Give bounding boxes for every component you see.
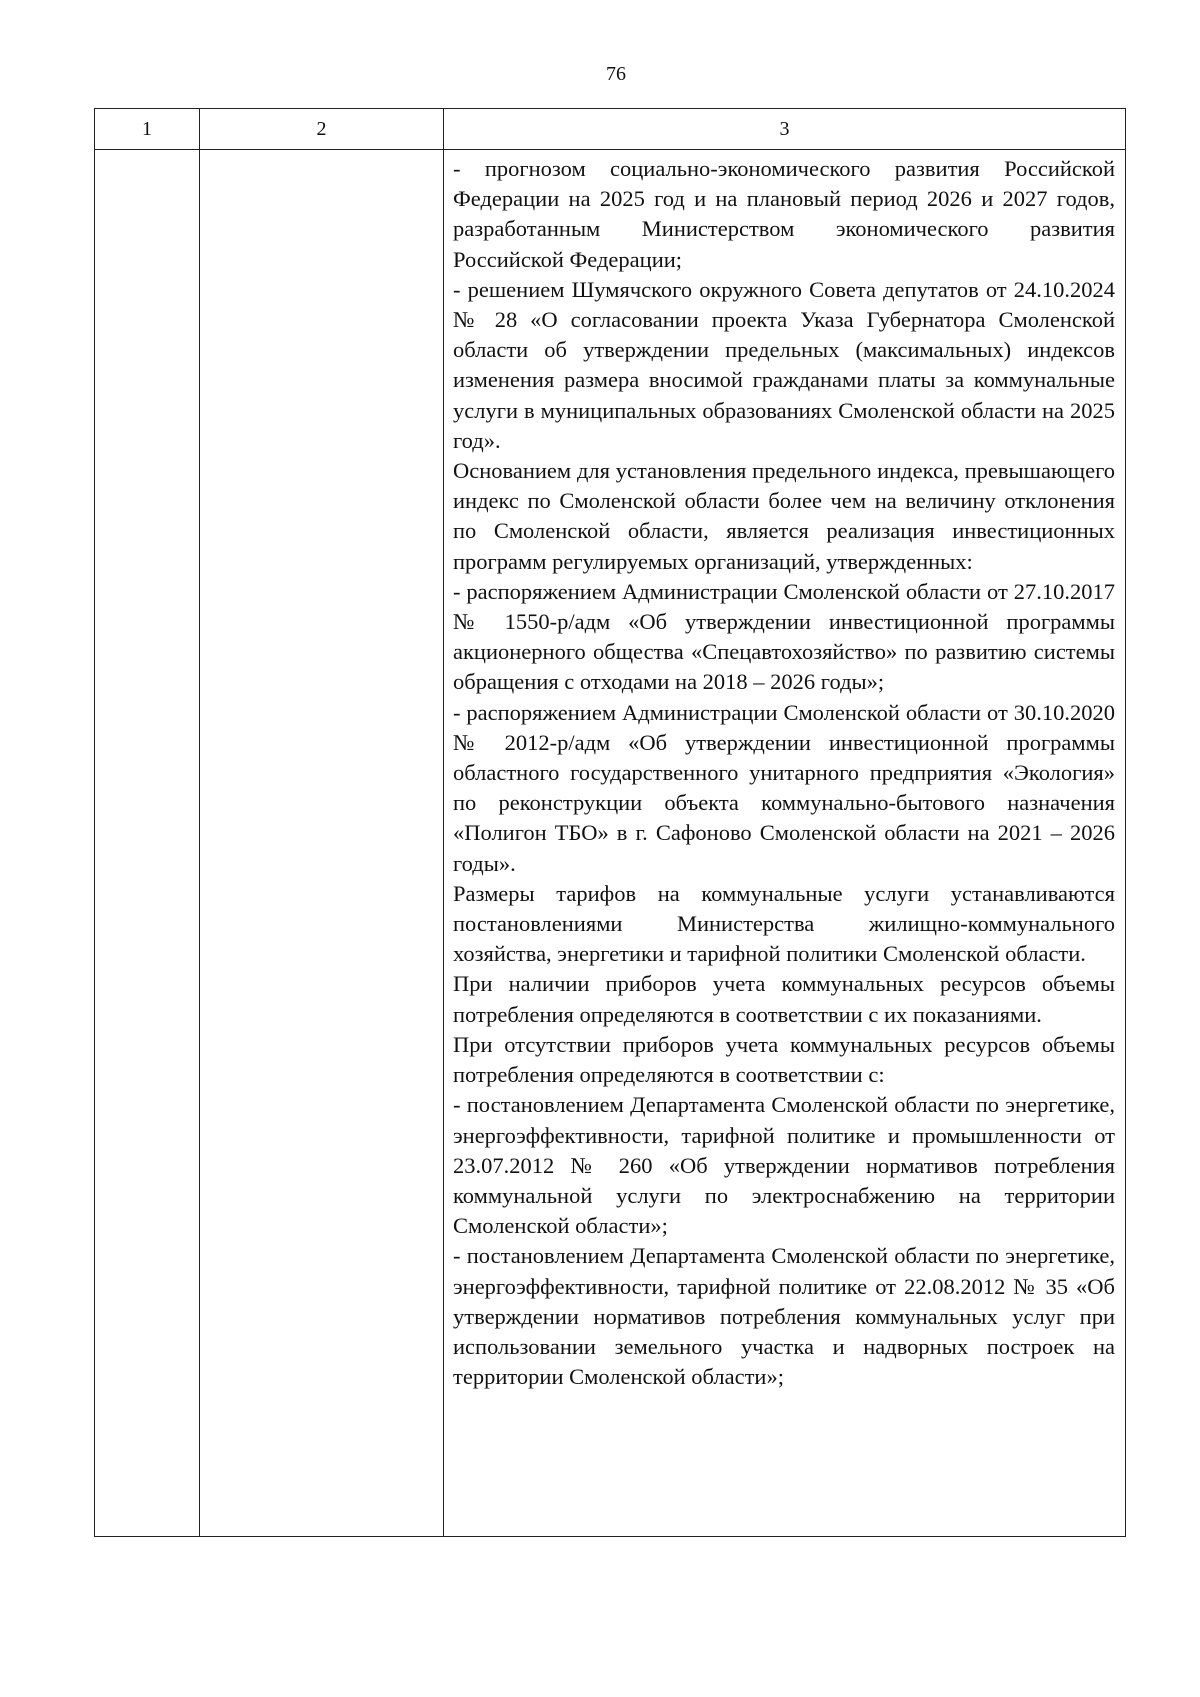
paragraph-resolution-260: - постановлением Департамента Смоленской области по энергетике, энергоэффективности, тарифной политике и промышленности от 23.07.2012 № 260 «Об утверждении нормативов потребления коммунальной услуги по электроснабжению на территории Смоленской области»; [453,1092,1115,1239]
table-row [95,150,1126,1537]
paragraph-resolution-35: - постановлением Департамента Смоленской области по энергетике, энергоэффективности, тарифной политике от 22.08.2012 № 35 «Об утверждении нормативов потребления коммунальных услуг при использовании земельного участка и надворных построек на территории Смоленской области»; [453,1243,1115,1390]
paragraph-tariffs: Размеры тарифов на коммунальные услуги устанавливаются постановлениями Министерства жилищно-коммунального хозяйства, энергетики и тарифной политики Смоленской области. [453,880,1115,967]
table-cell-col2 [200,150,444,1537]
paragraph-order-1550: - распоряжением Администрации Смоленской области от 27.10.2017 № 1550-р/адм «Об утверждении инвестиционной программы акционерного общества «Спецавтохозяйство» по развитию системы обращения с отходами на 2018 – 2026 годы»; [453,578,1115,695]
table-cell-col1 [95,150,200,1537]
paragraph-index-basis: Основанием для установления предельного индекса, превышающего индекс по Смоленской области более чем на величину отклонения по Смоленской области, является реализация инвестиционных программ регулируемых организаций, утвержденных: [453,458,1115,574]
paragraph-order-2012: - распоряжением Администрации Смоленской области от 30.10.2020 № 2012-р/адм «Об утверждении инвестиционной программы областного государственного унитарного предприятия «Экология» по реконструкции объекта коммунально-бытового назначения «Полигон ТБО» в г. Сафоново Смоленской области на 2021 – 2026 годы». [453,699,1115,876]
paragraph-forecast: - прогнозом социально-экономического развития Российской Федерации на 2025 год и на плановый период 2026 и 2027 годов, разработанным Министерством экономического развития Российской Федерации; [453,156,1115,272]
table-cell-col3 [444,150,1126,1537]
page-number: 76 [606,63,626,85]
column-header-1: 1 [95,109,200,150]
paragraph-council-decision: - решением Шумячского окружного Совета депутатов от 24.10.2024 № 28 «О согласовании проекта Указа Губернатора Смоленской области об утверждении предельных (максимальных) индексов изменения размера вносимой гражданами платы за коммунальные услуги в муниципальных образованиях Смоленской области на 2025 год». [453,276,1115,453]
column-header-3: 3 [444,109,1126,150]
column-header-2: 2 [200,109,444,150]
paragraph-meters-absent: При отсутствии приборов учета коммунальных ресурсов объемы потребления определяются в соответствии с: [453,1031,1115,1088]
document-table [94,108,1126,1537]
paragraph-meters-present: При наличии приборов учета коммунальных ресурсов объемы потребления определяются в соответствии с их показаниями. [453,971,1115,1027]
table-header-row [95,109,1126,150]
